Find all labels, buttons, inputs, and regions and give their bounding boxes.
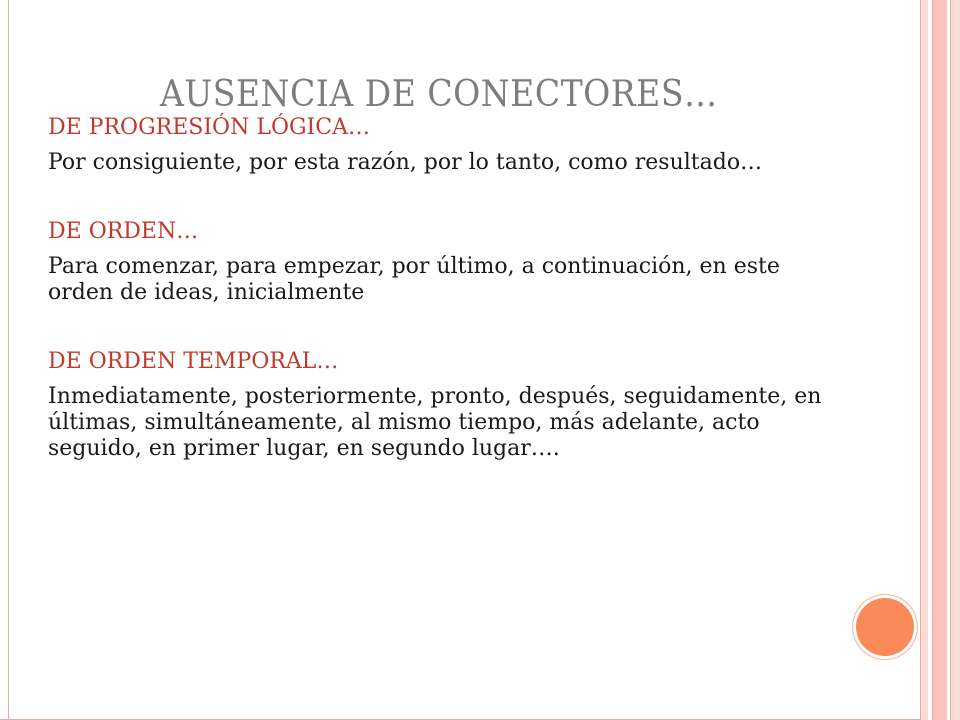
slide-body [48, 112, 838, 462]
section-heading-orden: DE ORDEN… [48, 219, 199, 244]
right-decor-band [950, 0, 960, 720]
right-decor-band [932, 0, 948, 720]
section-heading-orden-temporal: DE ORDEN TEMPORAL… [48, 349, 339, 374]
section-text-progresion: Por consiguiente, por esta razón, por lo tanto, como resultado… [48, 150, 763, 175]
section-text-orden: Para comenzar, para empezar, por último, a continuación, en este orden de ideas, inicialmente [48, 254, 780, 305]
left-frame-line [0, 0, 9, 720]
section-heading-progresion: DE PROGRESIÓN LÓGICA… [48, 115, 370, 140]
section-text-orden-temporal: Inmediatamente, posteriormente, pronto, después, seguidamente, en últimas, simultáneamente, al mismo tiempo, más adelante, acto seguido, en primer lugar, en segundo lugar…. [48, 384, 822, 461]
slide-title: AUSENCIA DE CONECTORES… [160, 74, 718, 116]
accent-circle [856, 598, 914, 656]
